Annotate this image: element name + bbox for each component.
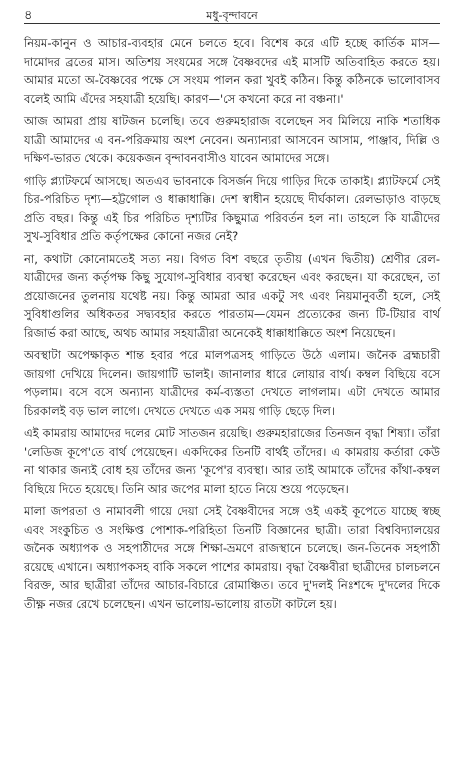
paragraph: নিয়ম-কানুন ও আচার-ব্যবহার মেনে চলতে হবে। বিশেষ করে এটি হচ্ছে কার্তিক মাস—দামোদর ব্রতের মাস। অতিশয় সংযমের সঙ্গে বৈষ্ণবদের এই মাসটি অতিবাহিত করতে হয়। আমার মতো অ-বৈষ্ণবের পক্ষে সে সংযম পালন করা খুবই কঠিন। কিন্তু কঠিনকে ভালোবাসব বলেই আমি এঁদের সহযাত্রী হয়েছি। কারণ—'সে কখনো করে না বঞ্চনা।' bbox=[24, 36, 440, 106]
paragraph: অবস্থাটা অপেক্ষাকৃত শান্ত হবার পরে মালপত্রসহ গাড়িতে উঠে এলাম। জনৈক ব্রহ্মচারী জায়গা দেখিয়ে দিলেন। জায়গাটি ভালই। জানালার ধারে লোয়ার বার্থ। কম্বল বিছিয়ে বসে পড়লাম। বসে বসে অন্যান্য যাত্রীদের কর্ম-ব্যস্ততা দেখতে লাগলাম। এটা দেখতে আমার চিরকালই বড় ভাল লাগে। দেখতে দেখতে এক সময় গাড়ি ছেড়ে দিল। bbox=[24, 348, 440, 418]
paragraph: আজ আমরা প্রায় ষাটজন চলেছি। তবে গুরুমহারাজ বলেছেন সব মিলিয়ে নাকি শতাধিক যাত্রী আমাদের এ বন-পরিক্রমায় অংশ নেবেন। অন্যান্যরা আসবেন আসাম, পাঞ্জাব, দিল্লি ও দক্ষিণ-ভারত থেকে। কয়েকজন বৃন্দাবনবাসীও যাবেন আমাদের সঙ্গে। bbox=[24, 114, 440, 165]
paragraph: না, কথাটা কোনোমতেই সত্য নয়। বিগত বিশ বছরে তৃতীয় (এখন দ্বিতীয়) শ্রেণীর রেল-যাত্রীদের জন্য কর্তৃপক্ষ কিছু সুযোগ-সুবিধার ব্যবস্থা করেছেন এবং করছেন। যা করেছেন, তা প্রয়োজনের তুলনায় যথেষ্ট নয়। কিন্তু আমরা আর একটু সৎ এবং নিয়মানুবর্তী হলে, সেই সুবিধাগুলির অধিকতর সদ্ব্যবহার করতে পারতাম—যেমন প্রত্যেকের জন্য টি-টিয়ার বার্থ রিজার্ভ করা আছে, অথচ আমার সহযাত্রীরা অনেকেই ধাক্কাধাক্কিতে অংশ নিয়েছেন। bbox=[24, 251, 440, 340]
running-title: মধু-বৃন্দাবনে bbox=[206, 9, 258, 22]
paragraph: গাড়ি প্ল্যাটফর্মে আসছে। অতএব ভাবনাকে বিসর্জন দিয়ে গাড়ির দিকে তাকাই। প্ল্যাটফর্মে সেই চির-পরিচিত দৃশ্য—হট্টগোল ও ধাক্কাধাক্কি। দেশ স্বাধীন হয়েছে দীর্ঘকাল। রেলভাড়াও বাড়ছে প্রতি বছর। কিন্তু এই চির পরিচিত দৃশ্যটির কিছুমাত্র পরিবর্তন হল না। তাহলে কি যাত্রীদের সুখ-সুবিধার প্রতি কর্তৃপক্ষের কোনো নজর নেই? bbox=[24, 173, 440, 243]
paragraph: মালা জপরতা ও নামাবলী গায়ে দেয়া সেই বৈষ্ণবীদের সঙ্গে ওই একই কূপেতে যাচ্ছে স্বচ্ছ এবং সংকুচিত ও সংক্ষিপ্ত পোশাক-পরিহিতা তিনটি বিজ্ঞানের ছাত্রী। তারা বিশ্ববিদ্যালয়ের জনৈক অধ্যাপক ও সহপাঠীদের সঙ্গে শিক্ষা-ভ্রমণে রাজস্থানে চলেছে। জন-তিনেক সহপাঠী রয়েছে এখানে। অধ্যাপকসহ বাকি সকলে পাশের কামরায়। বৃদ্ধা বৈষ্ণবীরা ছাত্রীদের চালচলনে বিরক্ত, আর ছাত্রীরা তাঁদের আচার-বিচারে রোমাঞ্চিত। তবে দু'দলই নিঃশব্দে দু'দলের দিকে তীক্ষ্ণ নজর রেখে চলেছেন। এখন ভালোয়-ভালোয় রাতটা কাটলে হয়। bbox=[24, 504, 440, 611]
paragraph: এই কামরায় আমাদের দলের মোট সাতজন রয়েছি। গুরুমহারাজের তিনজন বৃদ্ধা শিষ্যা। তাঁরা 'লেডিজ কূপে'তে বার্থ পেয়েছেন। একদিকের তিনটি বার্থই তাঁদের। এ কামরায় কর্তারা কেউ না থাকার জন্যই বোধ হয় তাঁদের জন্য 'কূপে'র ব্যবস্থা। আর তাই আমাকে তাঁদের কাঁথা-কম্বল বিছিয়ে দিতে হয়েছে। তিনি আর জপের মালা হাতে নিয়ে শুয়ে পড়েছেন। bbox=[24, 426, 440, 496]
page-body bbox=[24, 34, 440, 617]
header-rule bbox=[24, 23, 440, 24]
page-header bbox=[24, 0, 440, 22]
page-number: ৪ bbox=[24, 8, 33, 23]
